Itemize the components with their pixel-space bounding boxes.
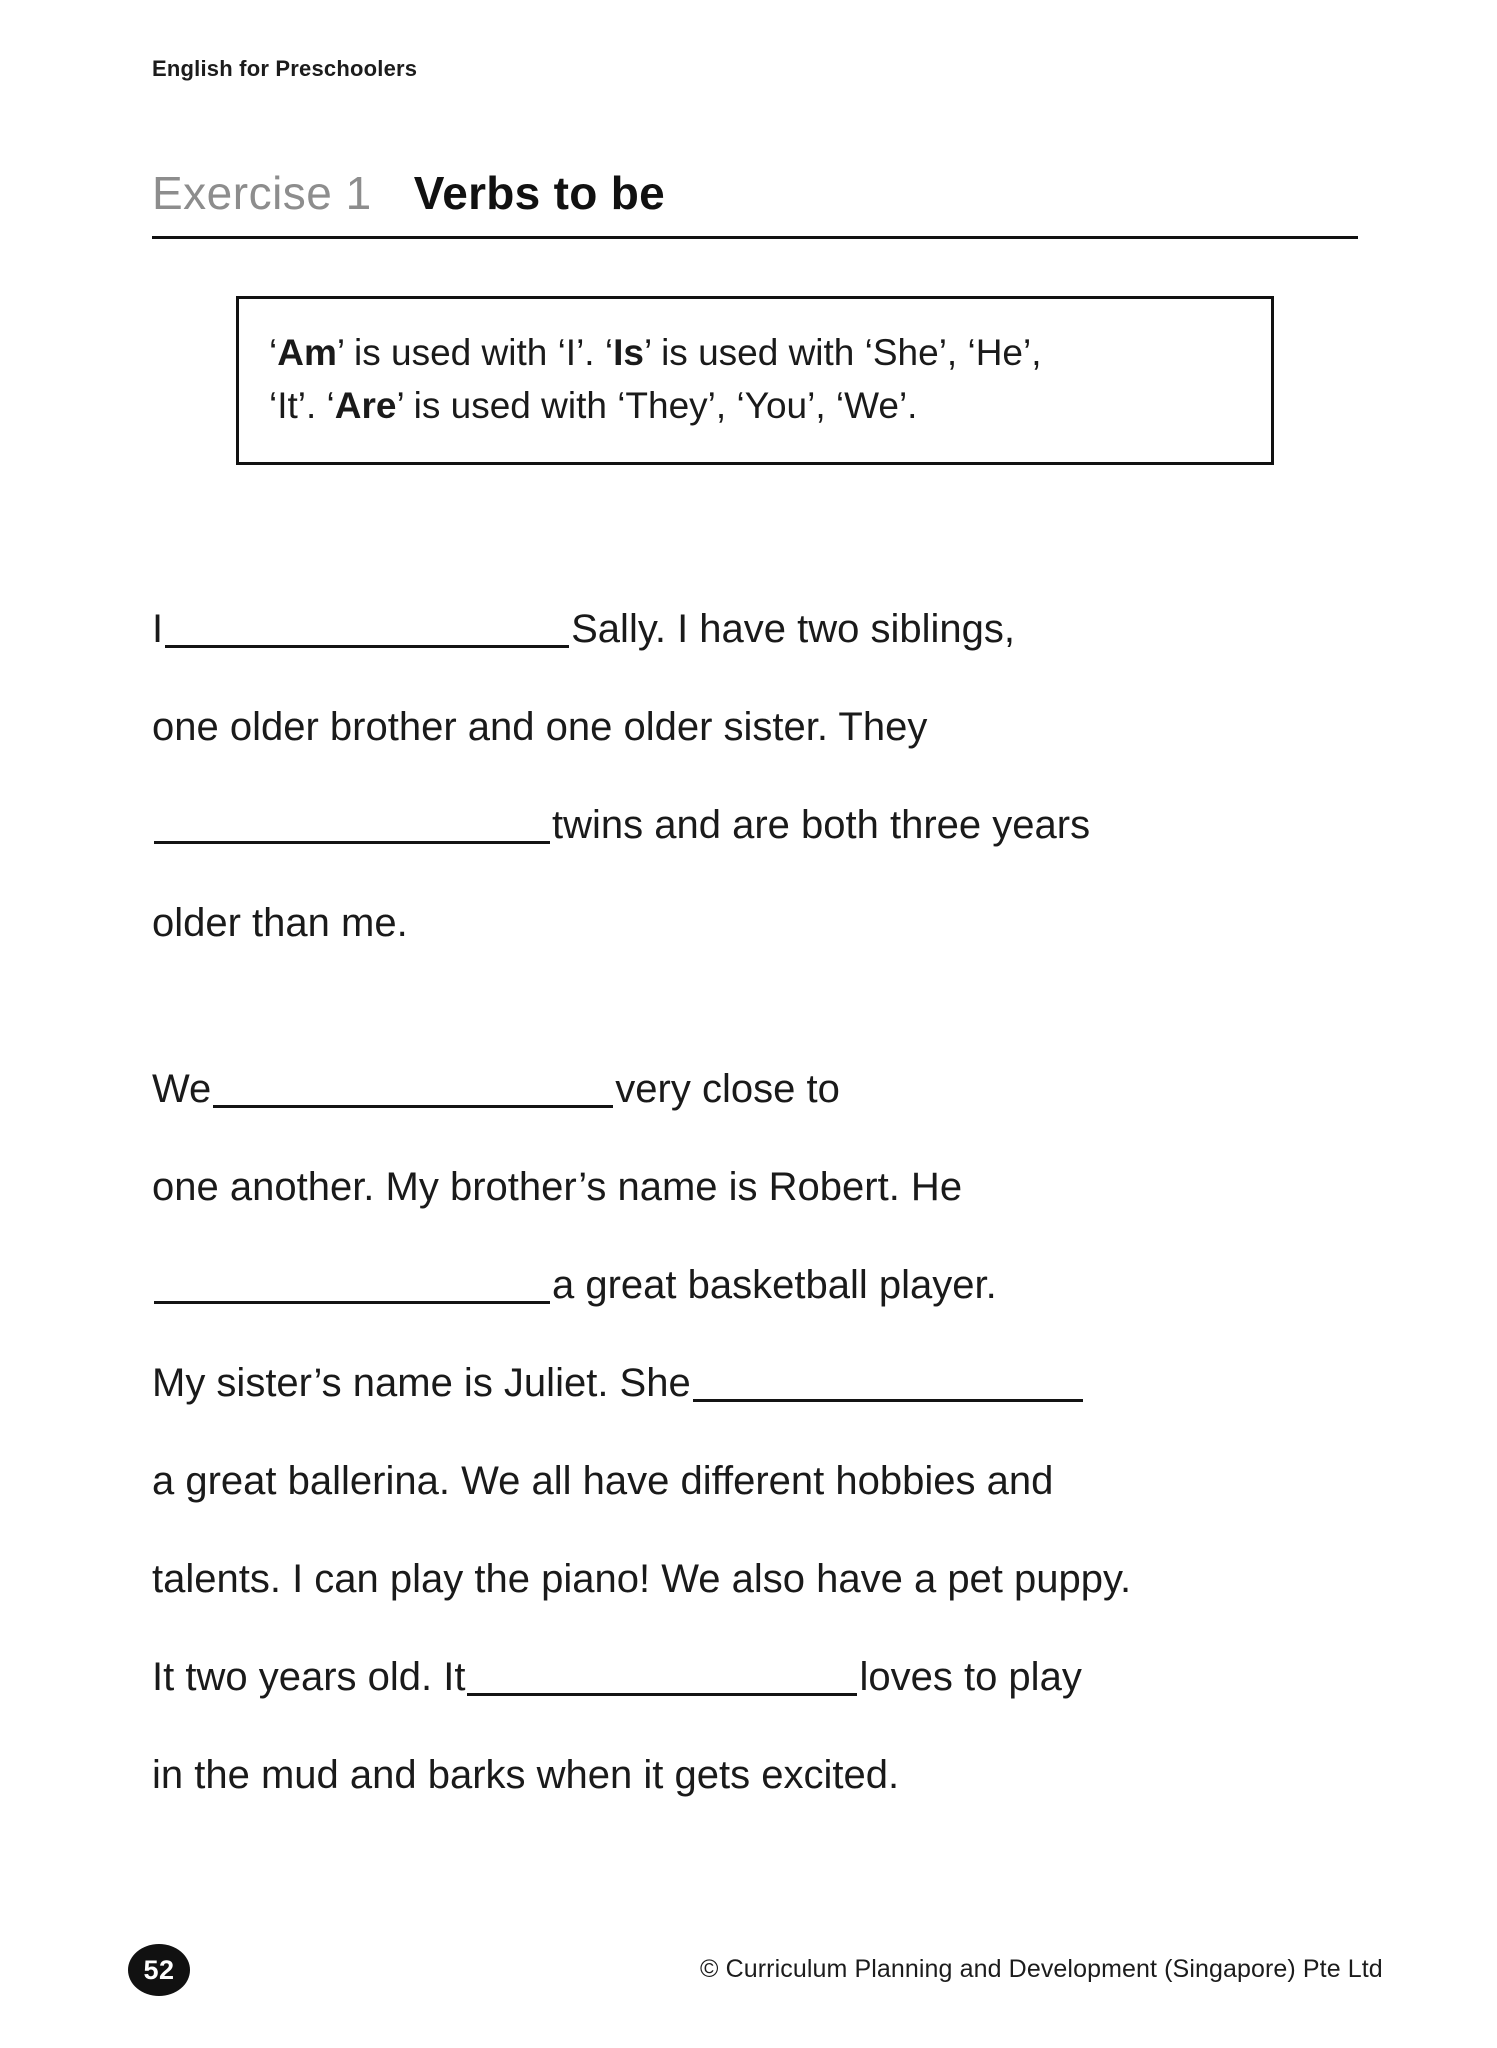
text-line [152,1530,1372,1628]
rule-text-open-quote: ‘ [269,332,278,373]
text-line [152,1138,1372,1236]
copyright-notice: © Curriculum Planning and Development (Singapore) Pte Ltd [700,1955,1383,1983]
text-line [152,1334,1372,1432]
text-line [152,580,1372,678]
text-line [152,1236,1372,1334]
rule-keyword-are: Are [334,384,397,426]
line-text: I [152,607,164,651]
answer-blank[interactable] [693,1365,1083,1402]
exercise-paragraph-2 [152,1040,1372,1824]
rule-text-mid-1: ’ is used with ‘I’. ‘ [336,332,614,373]
line-text: very close to [615,1067,840,1111]
rule-line-1 [269,327,1241,380]
line-text: a great ballerina. We all have different hobbies and [152,1459,1054,1503]
line-text: talents. I can play the piano! We also have a pet puppy. [152,1557,1132,1601]
rule-text-end-1: ’ is used with ‘She’, ‘He’, [643,332,1042,373]
running-header: English for Preschoolers [152,56,418,81]
answer-blank[interactable] [154,1267,550,1304]
line-text: in the mud and barks when it gets excited. [152,1753,900,1797]
answer-blank[interactable] [154,807,550,844]
page-number-badge: 52 [128,1944,190,1996]
rule-text-end-2: ’ is used with ‘They’, ‘You’, ‘We’. [396,384,918,426]
answer-blank[interactable] [467,1659,857,1696]
answer-blank[interactable] [165,611,569,648]
line-text: It two years old. It [152,1655,466,1699]
rule-line-2 [269,380,1241,433]
line-text: loves to play [859,1655,1082,1699]
line-text: twins and are both three years [552,803,1091,847]
line-text: one older brother and one older sister. They [152,705,928,749]
exercise-paragraph-1 [152,580,1372,972]
exercise-title-row [152,166,1358,239]
text-line [152,1628,1372,1726]
rule-keyword-am: Am [277,332,337,373]
text-line [152,1432,1372,1530]
exercise-topic-title: Verbs to be [413,167,666,219]
exercise-number-label: Exercise 1 [152,167,372,219]
answer-blank[interactable] [213,1071,613,1108]
line-text: one another. My brother’s name is Robert. He [152,1165,963,1209]
text-line [152,678,1372,776]
line-text: a great basketball player. [552,1263,997,1307]
text-line [152,1040,1372,1138]
text-line [152,1726,1372,1824]
rule-text-open-2: ‘It’. ‘ [269,384,335,426]
grammar-rule-box [236,296,1274,465]
line-text: We [152,1067,212,1111]
text-line [152,776,1372,874]
line-text: Sally. I have two siblings, [571,607,1016,651]
line-text: My sister’s name is Juliet. She [152,1361,691,1405]
rule-keyword-is: Is [613,332,644,373]
text-line [152,874,1372,972]
line-text: older than me. [152,901,408,945]
